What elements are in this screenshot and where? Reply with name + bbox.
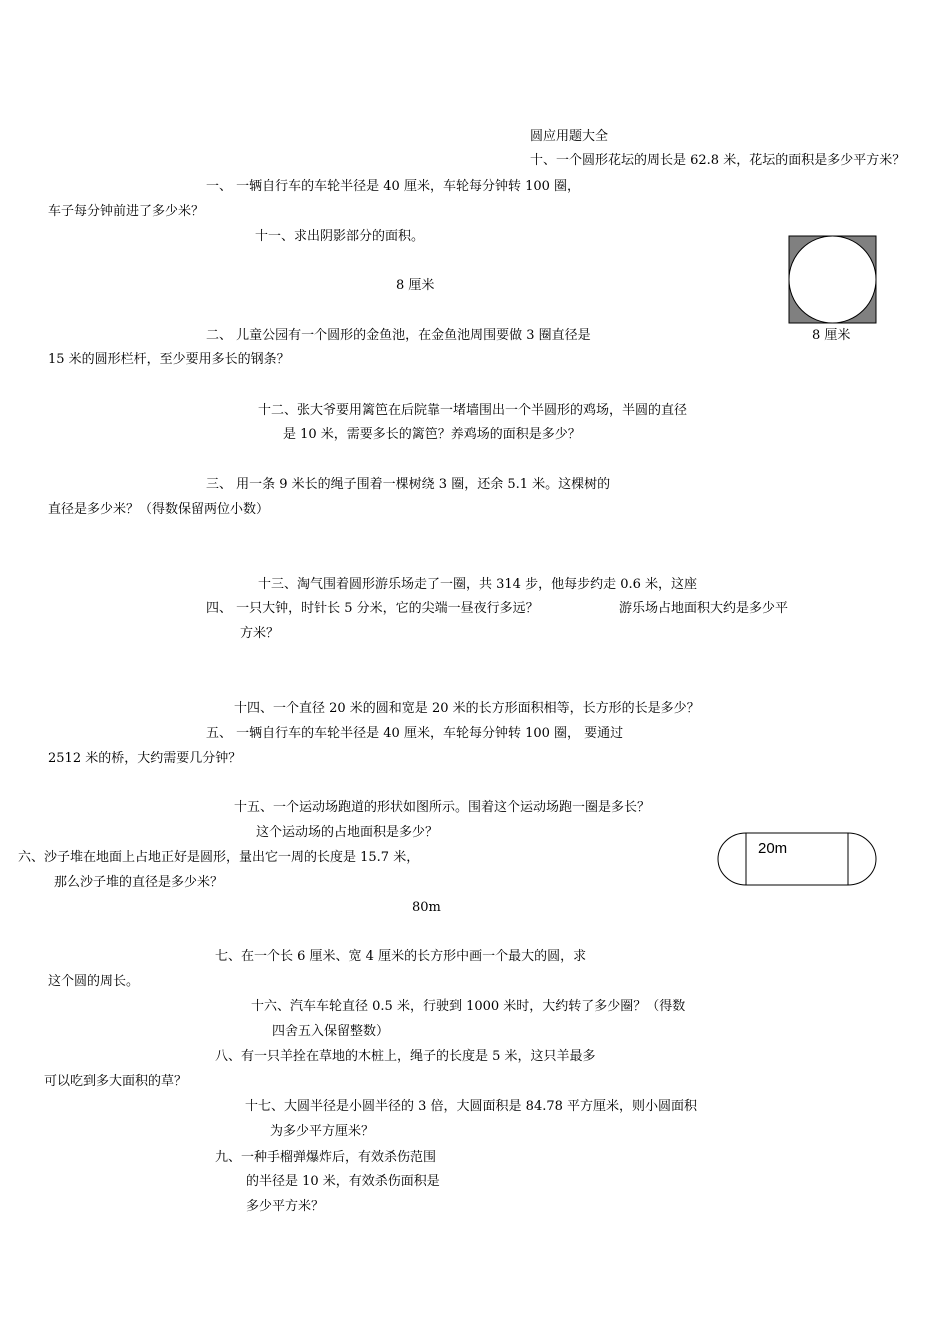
question-10: 十、一个圆形花坛的周长是 62.8 米，花坛的面积是多少平方米？ [530,153,906,168]
question-4: 四、 一只大钟，时针长 5 分米，它的尖端一昼夜行多远？ [206,601,539,616]
shaded-square-circle-figure [788,235,878,325]
question-14: 十四、一个直径 20 米的圆和宽是 20 米的长方形面积相等，长方形的长是多少？ [234,701,700,716]
question-11: 十一、求出阴影部分的面积。 [255,229,425,244]
question-6-line-1: 六、沙子堆在地面上占地正好是圆形，量出它一周的长度是 15.7 米， [18,850,420,865]
question-9-line-1: 九、一种手榴弹爆炸后，有效杀伤范围 [215,1150,437,1165]
question-3-line-2: 直径是多少米？（得数保留两位小数） [48,502,270,517]
running-track-outline [718,833,876,885]
page-title: 圆应用题大全 [530,129,609,144]
running-track-figure [716,831,880,887]
question-2-line-1: 二、 儿童公园有一个圆形的金鱼池，在金鱼池周围要做 3 圈直径是 [206,328,591,343]
question-12-line-1: 十二、张大爷要用篱笆在后院靠一堵墙围出一个半圆形的鸡场，半圆的直径 [258,403,688,418]
question-11-bottom-label: 8 厘米 [812,328,851,343]
question-17-line-1: 十七、大圆半径是小圆半径的 3 倍，大圆面积是 84.78 平方厘米，则小圆面积 [245,1099,698,1114]
question-15-line-2: 这个运动场的占地面积是多少？ [256,825,439,840]
question-3-line-1: 三、 用一条 9 米长的绳子围着一棵树绕 3 圈，还余 5.1 米。这棵树的 [206,477,611,492]
track-length-label: 80m [412,900,441,915]
question-6-line-2: 那么沙子堆的直径是多少米？ [54,875,224,890]
question-5-line-2: 2512 米的桥，大约需要几分钟？ [48,751,242,766]
question-8-line-1: 八、有一只羊拴在草地的木桩上，绳子的长度是 5 米，这只羊最多 [215,1049,596,1064]
question-1-line-2: 车子每分钟前进了多少米？ [48,204,205,219]
question-17-line-2: 为多少平方厘米？ [270,1124,375,1139]
question-16-line-2: 四舍五入保留整数） [272,1024,390,1039]
question-7-line-2: 这个圆的周长。 [48,974,140,989]
inscribed-circle [789,236,876,323]
question-13-line-2: 游乐场占地面积大约是多少平 [619,601,789,616]
question-2-line-2: 15 米的圆形栏杆，至少要用多长的钢条？ [48,352,290,367]
question-12-line-2: 是 10 米，需要多长的篱笆？养鸡场的面积是多少？ [283,427,581,442]
question-13-line-3: 方米？ [240,626,280,641]
question-13-line-1: 十三、淘气围着圆形游乐场走了一圈，共 314 步，他每步约走 0.6 米，这座 [258,577,698,592]
question-1-line-1: 一、 一辆自行车的车轮半径是 40 厘米，车轮每分钟转 100 圈， [206,179,581,194]
question-9-line-3: 多少平方米？ [246,1199,325,1214]
question-8-line-2: 可以吃到多大面积的草？ [44,1074,188,1089]
question-11-side-label: 8 厘米 [396,278,435,293]
question-16-line-1: 十六、汽车车轮直径 0.5 米，行驶到 1000 米时，大约转了多少圈？（得数 [251,999,686,1014]
question-5-line-1: 五、 一辆自行车的车轮半径是 40 厘米，车轮每分钟转 100 圈， 要通过 [206,726,624,741]
question-15-line-1: 十五、一个运动场跑道的形状如图所示。围着这个运动场跑一圈是多长？ [234,800,651,815]
track-width-label: 20m [758,840,788,857]
question-9-line-2: 的半径是 10 米，有效杀伤面积是 [246,1174,440,1189]
question-7-line-1: 七、在一个长 6 厘米、宽 4 厘米的长方形中画一个最大的圆，求 [215,949,587,964]
